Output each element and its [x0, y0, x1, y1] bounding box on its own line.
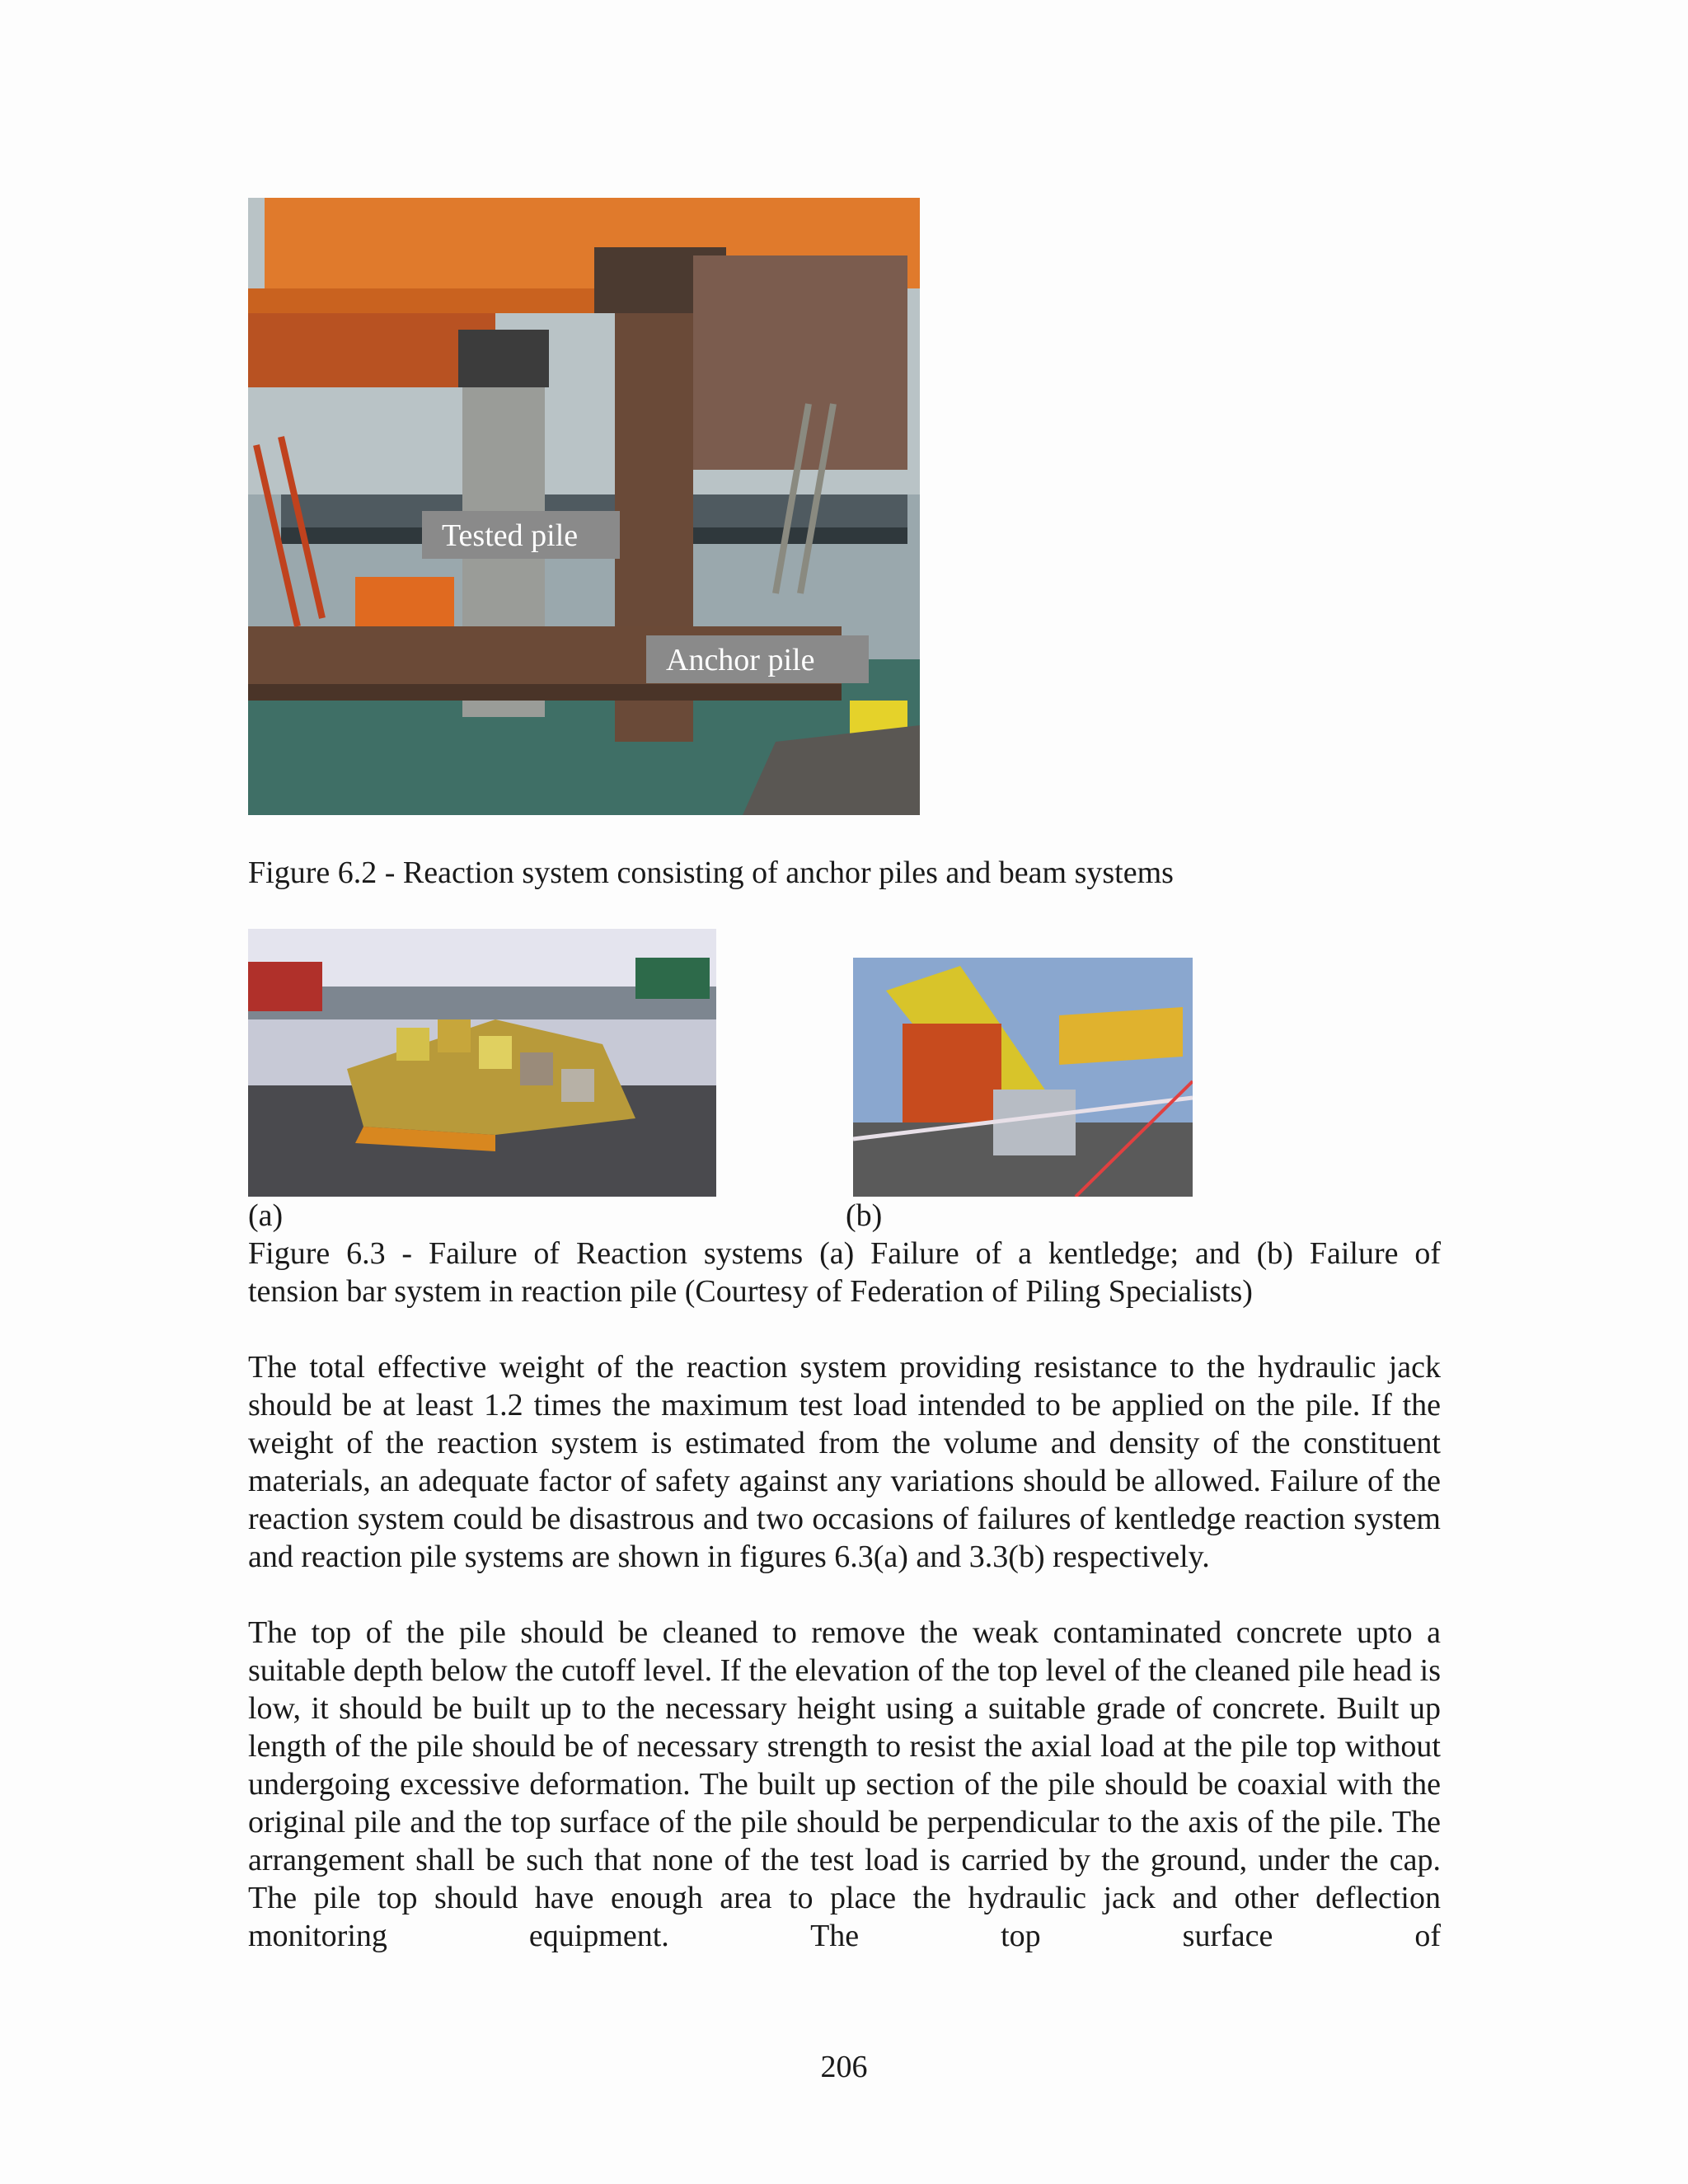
figure-6-3-caption — [248, 1235, 1441, 1310]
tested-pile-label: Tested pile — [422, 511, 620, 559]
subfigure-b-label: (b) — [846, 1198, 883, 1233]
body-paragraph-2: The top of the pile should be cleaned to remove the weak contaminated concrete upto a suitable depth below the cutoff level. If the elevation of the top level of the cleaned pile head is low, it should be built up to the necessary height using a suitable grade of concrete. Built up length of the pile should be of necessary strength to resist the axial load at the pile top without undergoing excessive deformation. The built up section of the pile should be coaxial with the original pile and the top surface of the pile should be perpendicular to the axis of the pile. The arrangement shall be such that none of the test load is carried by the ground, under the cap. The pile top should have enough area to place the hydraulic jack and other deflection monitoring equipment. The top surface of — [248, 1615, 1441, 1953]
figure-6-2-caption: Figure 6.2 - Reaction system consisting of anchor piles and beam systems — [248, 855, 1174, 890]
anchor-pile-label: Anchor pile — [646, 635, 869, 683]
kentledge-failure-photo — [248, 929, 716, 1197]
page-number: 206 — [820, 2050, 868, 2084]
caption-line-2: tension bar system in reaction pile (Courtesy of Federation of Piling Specialists) — [248, 1274, 1253, 1309]
reaction-system-photo — [248, 198, 920, 815]
caption-line-1: Figure 6.3 - Failure of Reaction systems (a) Failure of a kentledge; and (b) Failure of — [248, 1236, 1441, 1271]
body-paragraph-1: The total effective weight of the reaction system providing resistance to the hydraulic jack should be at least 1.2 times the maximum test load intended to be applied on the pile. If the weight of the reaction system is estimated from the volume and density of the constituent materials, an adequate factor of safety against any variations should be allowed. Failure of the reaction system could be disastrous and two occasions of failures of kentledge reaction system and reaction pile systems are shown in figures 6.3(a) and 3.3(b) respectively. — [248, 1350, 1441, 1574]
subfigure-a-label: (a) — [248, 1198, 284, 1233]
tension-bar-failure-photo — [853, 958, 1193, 1197]
